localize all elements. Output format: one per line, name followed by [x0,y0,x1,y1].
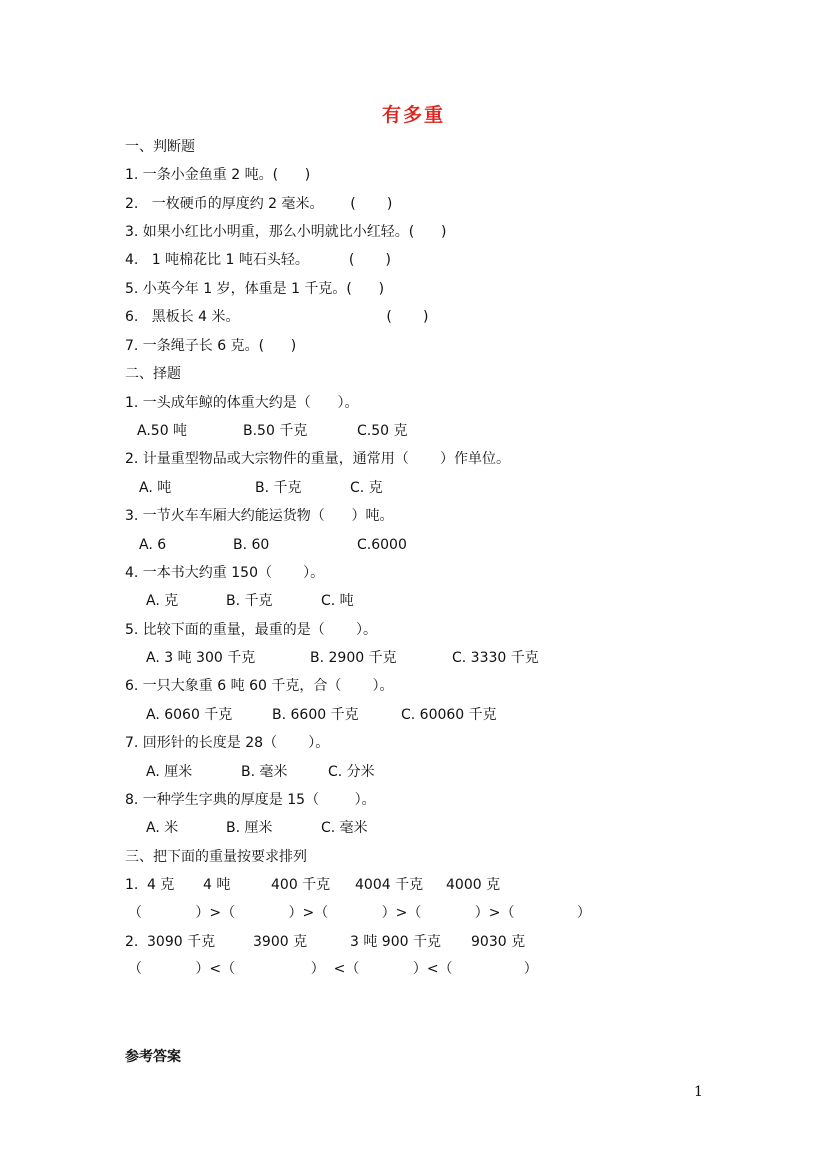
choice-6-option-b: B. 6600 千克 [272,707,359,723]
choice-4-option-b: B. 千克 [226,593,273,609]
choice-7-option-a: A. 厘米 [146,764,193,780]
judge-item-7: 7. 一条绳子长 6 克。( ) [125,338,297,354]
choice-question-3: 3. 一节火车车厢大约能运货物（ ）吨。 [125,508,394,524]
choice-3-option-c: C.6000 [357,537,407,553]
choice-2-option-a: A. 吨 [139,480,172,496]
choice-4-option-a: A. 克 [146,593,179,609]
choice-1-option-c: C.50 克 [357,423,408,439]
choice-7-option-b: B. 毫米 [241,764,288,780]
sort-q2-value-3: 3 吨 900 千克 [350,934,441,950]
answer-heading: 参考答案 [125,1049,181,1065]
page-number: 1 [694,1084,703,1100]
sort-q2-blanks: （ ）<（ ） <（ ）<（ ） [128,961,538,977]
sort-q2-value-1: 3090 千克 [147,934,216,950]
sort-q2-value-2: 3900 克 [253,934,308,950]
choice-question-5: 5. 比较下面的重量，最重的是（ ）。 [125,622,377,638]
choice-3-option-a: A. 6 [139,537,167,553]
choice-2-option-c: C. 克 [350,480,383,496]
choice-6-option-c: C. 60060 千克 [401,707,497,723]
choice-5-option-c: C. 3330 千克 [452,650,539,666]
choice-5-option-a: A. 3 吨 300 千克 [146,650,256,666]
judge-item-3: 3. 如果小红比小明重，那么小明就比小红轻。( ) [125,224,447,240]
choice-2-option-b: B. 千克 [255,480,302,496]
sort-q1-value-4: 4004 千克 [355,877,424,893]
choice-question-6: 6. 一只大象重 6 吨 60 千克，合（ ）。 [125,678,394,694]
sort-q1-value-5: 4000 克 [446,877,501,893]
choice-1-option-b: B.50 千克 [243,423,308,439]
section2-heading: 二、择题 [125,366,181,382]
choice-8-option-c: C. 毫米 [321,820,368,836]
choice-1-option-a: A.50 吨 [137,423,188,439]
judge-item-4: 4. 1 吨棉花比 1 吨石头轻。 ( ) [125,252,391,268]
page-title: 有多重 [381,104,445,126]
sort-q2-value-4: 9030 克 [471,934,526,950]
sort-q1-value-3: 400 千克 [271,877,331,893]
sort-q1-value-2: 4 吨 [203,877,231,893]
sort-q1-label: 1. [125,877,139,893]
choice-5-option-b: B. 2900 千克 [310,650,397,666]
choice-8-option-a: A. 米 [146,820,179,836]
choice-4-option-c: C. 吨 [321,593,354,609]
section1-heading: 一、判断题 [125,139,195,155]
sort-q1-value-1: 4 克 [147,877,175,893]
judge-item-6: 6. 黑板长 4 米。 ( ) [125,309,429,325]
judge-item-5: 5. 小英今年 1 岁，体重是 1 千克。( ) [125,281,385,297]
choice-6-option-a: A. 6060 千克 [146,707,233,723]
sort-q2-label: 2. [125,934,139,950]
sort-q1-blanks: （ ）>（ ）>（ ）>（ ）>（ ） [128,905,591,921]
judge-item-2: 2. 一枚硬币的厚度约 2 毫米。 ( ) [125,196,393,212]
choice-8-option-b: B. 厘米 [226,820,273,836]
choice-3-option-b: B. 60 [233,537,270,553]
choice-question-4: 4. 一本书大约重 150（ ）。 [125,565,325,581]
choice-question-7: 7. 回形针的长度是 28（ ）。 [125,735,330,751]
section3-heading: 三、把下面的重量按要求排列 [125,849,307,865]
judge-item-1: 1. 一条小金鱼重 2 吨。( ) [125,167,311,183]
choice-7-option-c: C. 分米 [328,764,375,780]
choice-question-2: 2. 计量重型物品或大宗物件的重量，通常用（ ）作单位。 [125,451,510,467]
choice-question-1: 1. 一头成年鲸的体重大约是（ ）。 [125,395,359,411]
choice-question-8: 8. 一种学生字典的厚度是 15（ ）。 [125,792,376,808]
